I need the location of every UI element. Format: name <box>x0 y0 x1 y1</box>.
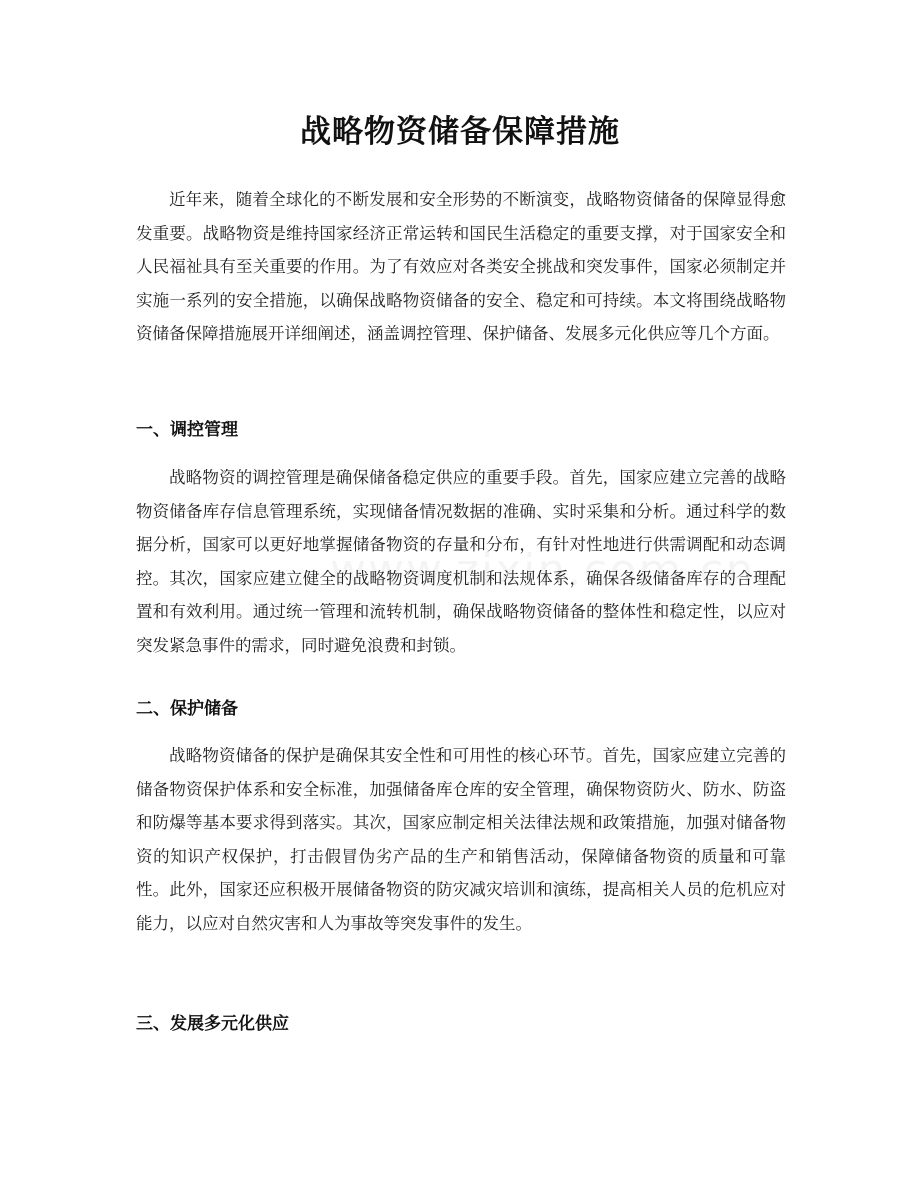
document-title: 战略物资储备保障措施 <box>300 114 620 150</box>
section-body-2: 战略物资储备的保护是确保其安全性和可用性的核心环节。首先，国家应建立完善的储备物资保护体系和安全标准，加强储备库仓库的安全管理，确保物资防火、防水、防盗和防爆等基本要求得到落实。其次，国家应制定相关法律法规和政策措施，加强对储备物资的知识产权保护，打击假冒伪劣产品的生产和销售活动，保障储备物资的质量和可靠性。此外，国家还应积极开展储备物资的防灾减灾培训和演练，提高相关人员的危机应对能力，以应对自然灾害和人为事故等突发事件的发生。 <box>136 746 786 933</box>
section-heading-2: 二、保护储备 <box>136 699 238 719</box>
section-body-1: 战略物资的调控管理是确保储备稳定供应的重要手段。首先，国家应建立完善的战略物资储备库存信息管理系统，实现储备情况数据的准确、实时采集和分析。通过科学的数据分析，国家可以更好地掌握储备物资的存量和分布，有针对性地进行供需调配和动态调控。其次，国家应建立健全的战略物资调度机制和法规体系，确保各级储备库存的合理配置和有效利用。通过统一管理和流转机制，确保战略物资储备的整体性和稳定性，以应对突发紧急事件的需求，同时避免浪费和封锁。 <box>136 468 786 655</box>
section-heading-1: 一、调控管理 <box>136 420 238 440</box>
section-heading-3: 三、发展多元化供应 <box>136 1014 289 1034</box>
intro-paragraph: 近年来，随着全球化的不断发展和安全形势的不断演变，战略物资储备的保障显得愈发重要。战略物资是维持国家经济正常运转和国民生活稳定的重要支撑，对于国家安全和人民福祉具有至关重要的作用。为了有效应对各类安全挑战和突发事件，国家必须制定并实施一系列的安全措施，以确保战略物资储备的安全、稳定和可持续。本文将围绕战略物资储备保障措施展开详细阐述，涵盖调控管理、保护储备、发展多元化供应等几个方面。 <box>136 190 786 343</box>
